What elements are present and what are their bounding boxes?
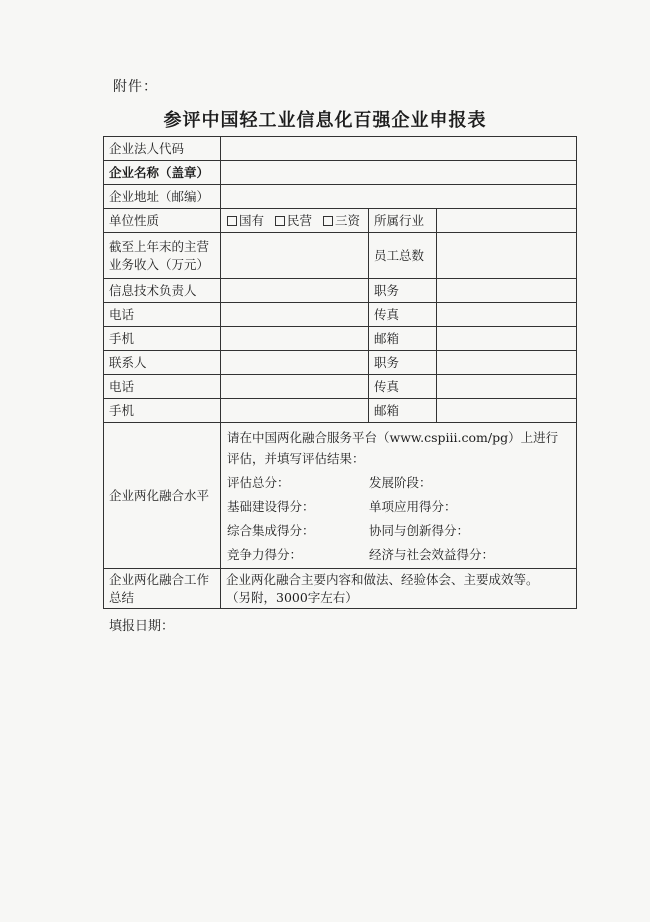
checkbox-icon [323, 216, 333, 226]
eval-integration-score: 综合集成得分： [227, 523, 315, 538]
field-revenue[interactable] [221, 233, 369, 279]
option-foreign[interactable] [323, 213, 360, 228]
summary-instruction: 企业两化融合主要内容和做法、经验体会、主要成效等。 [226, 571, 539, 587]
label-phone: 电话 [104, 303, 221, 327]
field-work-summary[interactable] [221, 569, 577, 609]
row-it-leader [104, 279, 577, 303]
summary-note: （另附，3000字左右） [226, 589, 358, 605]
field-industry[interactable] [437, 209, 577, 233]
evaluation-row [227, 472, 570, 493]
label-revenue-line2: 业务收入（万元） [109, 256, 210, 272]
label-contact-position: 职务 [369, 351, 437, 375]
form-title: 参评中国轻工业信息化百强企业申报表 [163, 110, 487, 131]
field-contact-phone[interactable] [221, 375, 369, 399]
field-phone[interactable] [221, 303, 369, 327]
row-address [104, 185, 577, 209]
field-contact[interactable] [221, 351, 369, 375]
eval-benefit-score: 经济与社会效益得分： [369, 547, 495, 562]
row-mobile-2 [104, 399, 577, 423]
field-contact-position[interactable] [437, 351, 577, 375]
field-legal-code[interactable] [221, 137, 577, 161]
field-fax[interactable] [437, 303, 577, 327]
label-contact-mobile: 手机 [104, 399, 221, 423]
eval-single-application-score: 单项应用得分： [369, 499, 457, 514]
row-work-summary [104, 569, 577, 609]
label-contact-email: 邮箱 [369, 399, 437, 423]
eval-development-stage: 发展阶段： [369, 475, 432, 490]
field-address[interactable] [221, 185, 577, 209]
row-phone-2 [104, 375, 577, 399]
evaluation-block[interactable] [221, 423, 577, 569]
label-revenue [104, 233, 221, 279]
label-legal-code: 企业法人代码 [104, 137, 221, 161]
evaluation-row [227, 496, 570, 517]
label-email: 邮箱 [369, 327, 437, 351]
label-unit-nature: 单位性质 [104, 209, 221, 233]
option-label: 民营 [287, 212, 313, 228]
checkbox-icon [227, 216, 237, 226]
row-legal-code [104, 137, 577, 161]
field-it-leader[interactable] [221, 279, 369, 303]
field-mobile[interactable] [221, 327, 369, 351]
row-phone-1 [104, 303, 577, 327]
option-state-owned[interactable] [227, 213, 264, 228]
label-address: 企业地址（邮编） [104, 185, 221, 209]
row-contact [104, 351, 577, 375]
eval-infrastructure-score: 基础建设得分： [227, 499, 315, 514]
label-work-summary [104, 569, 221, 609]
evaluation-intro: 请在中国两化融合服务平台（www.cspiii.com/pg）上进行评估，并填写评估结果： [227, 430, 559, 466]
label-company-name: 企业名称（盖章） [104, 161, 221, 185]
row-unit-nature [104, 209, 577, 233]
label-work-summary-line2: 总结 [109, 589, 135, 605]
label-revenue-line1: 截至上年末的主营 [109, 238, 210, 254]
label-it-leader: 信息技术负责人 [104, 279, 221, 303]
application-form-table [103, 136, 577, 609]
label-employees: 员工总数 [369, 233, 437, 279]
field-employees[interactable] [437, 233, 577, 279]
field-email[interactable] [437, 327, 577, 351]
field-contact-email[interactable] [437, 399, 577, 423]
field-contact-mobile[interactable] [221, 399, 369, 423]
option-private[interactable] [275, 213, 312, 228]
label-contact-phone: 电话 [104, 375, 221, 399]
label-mobile: 手机 [104, 327, 221, 351]
option-label: 三资 [335, 212, 361, 228]
checkbox-icon [275, 216, 285, 226]
label-position: 职务 [369, 279, 437, 303]
row-integration-level [104, 423, 577, 569]
label-contact-fax: 传真 [369, 375, 437, 399]
nature-options [221, 209, 369, 233]
row-company-name [104, 161, 577, 185]
eval-collaboration-score: 协同与创新得分： [369, 523, 470, 538]
label-integration-level: 企业两化融合水平 [104, 423, 221, 569]
field-position[interactable] [437, 279, 577, 303]
option-label: 国有 [239, 212, 265, 228]
label-contact: 联系人 [104, 351, 221, 375]
row-revenue [104, 233, 577, 279]
label-fax: 传真 [369, 303, 437, 327]
eval-competitiveness-score: 竞争力得分： [227, 547, 303, 562]
eval-total-score: 评估总分： [227, 475, 290, 490]
evaluation-row [227, 544, 570, 565]
field-contact-fax[interactable] [437, 375, 577, 399]
fill-date-label: 填报日期： [109, 619, 175, 634]
label-work-summary-line1: 企业两化融合工作 [109, 571, 210, 587]
label-industry: 所属行业 [369, 209, 437, 233]
field-company-name[interactable] [221, 161, 577, 185]
evaluation-row [227, 520, 570, 541]
row-mobile-1 [104, 327, 577, 351]
attachment-label: 附件： [113, 79, 158, 95]
